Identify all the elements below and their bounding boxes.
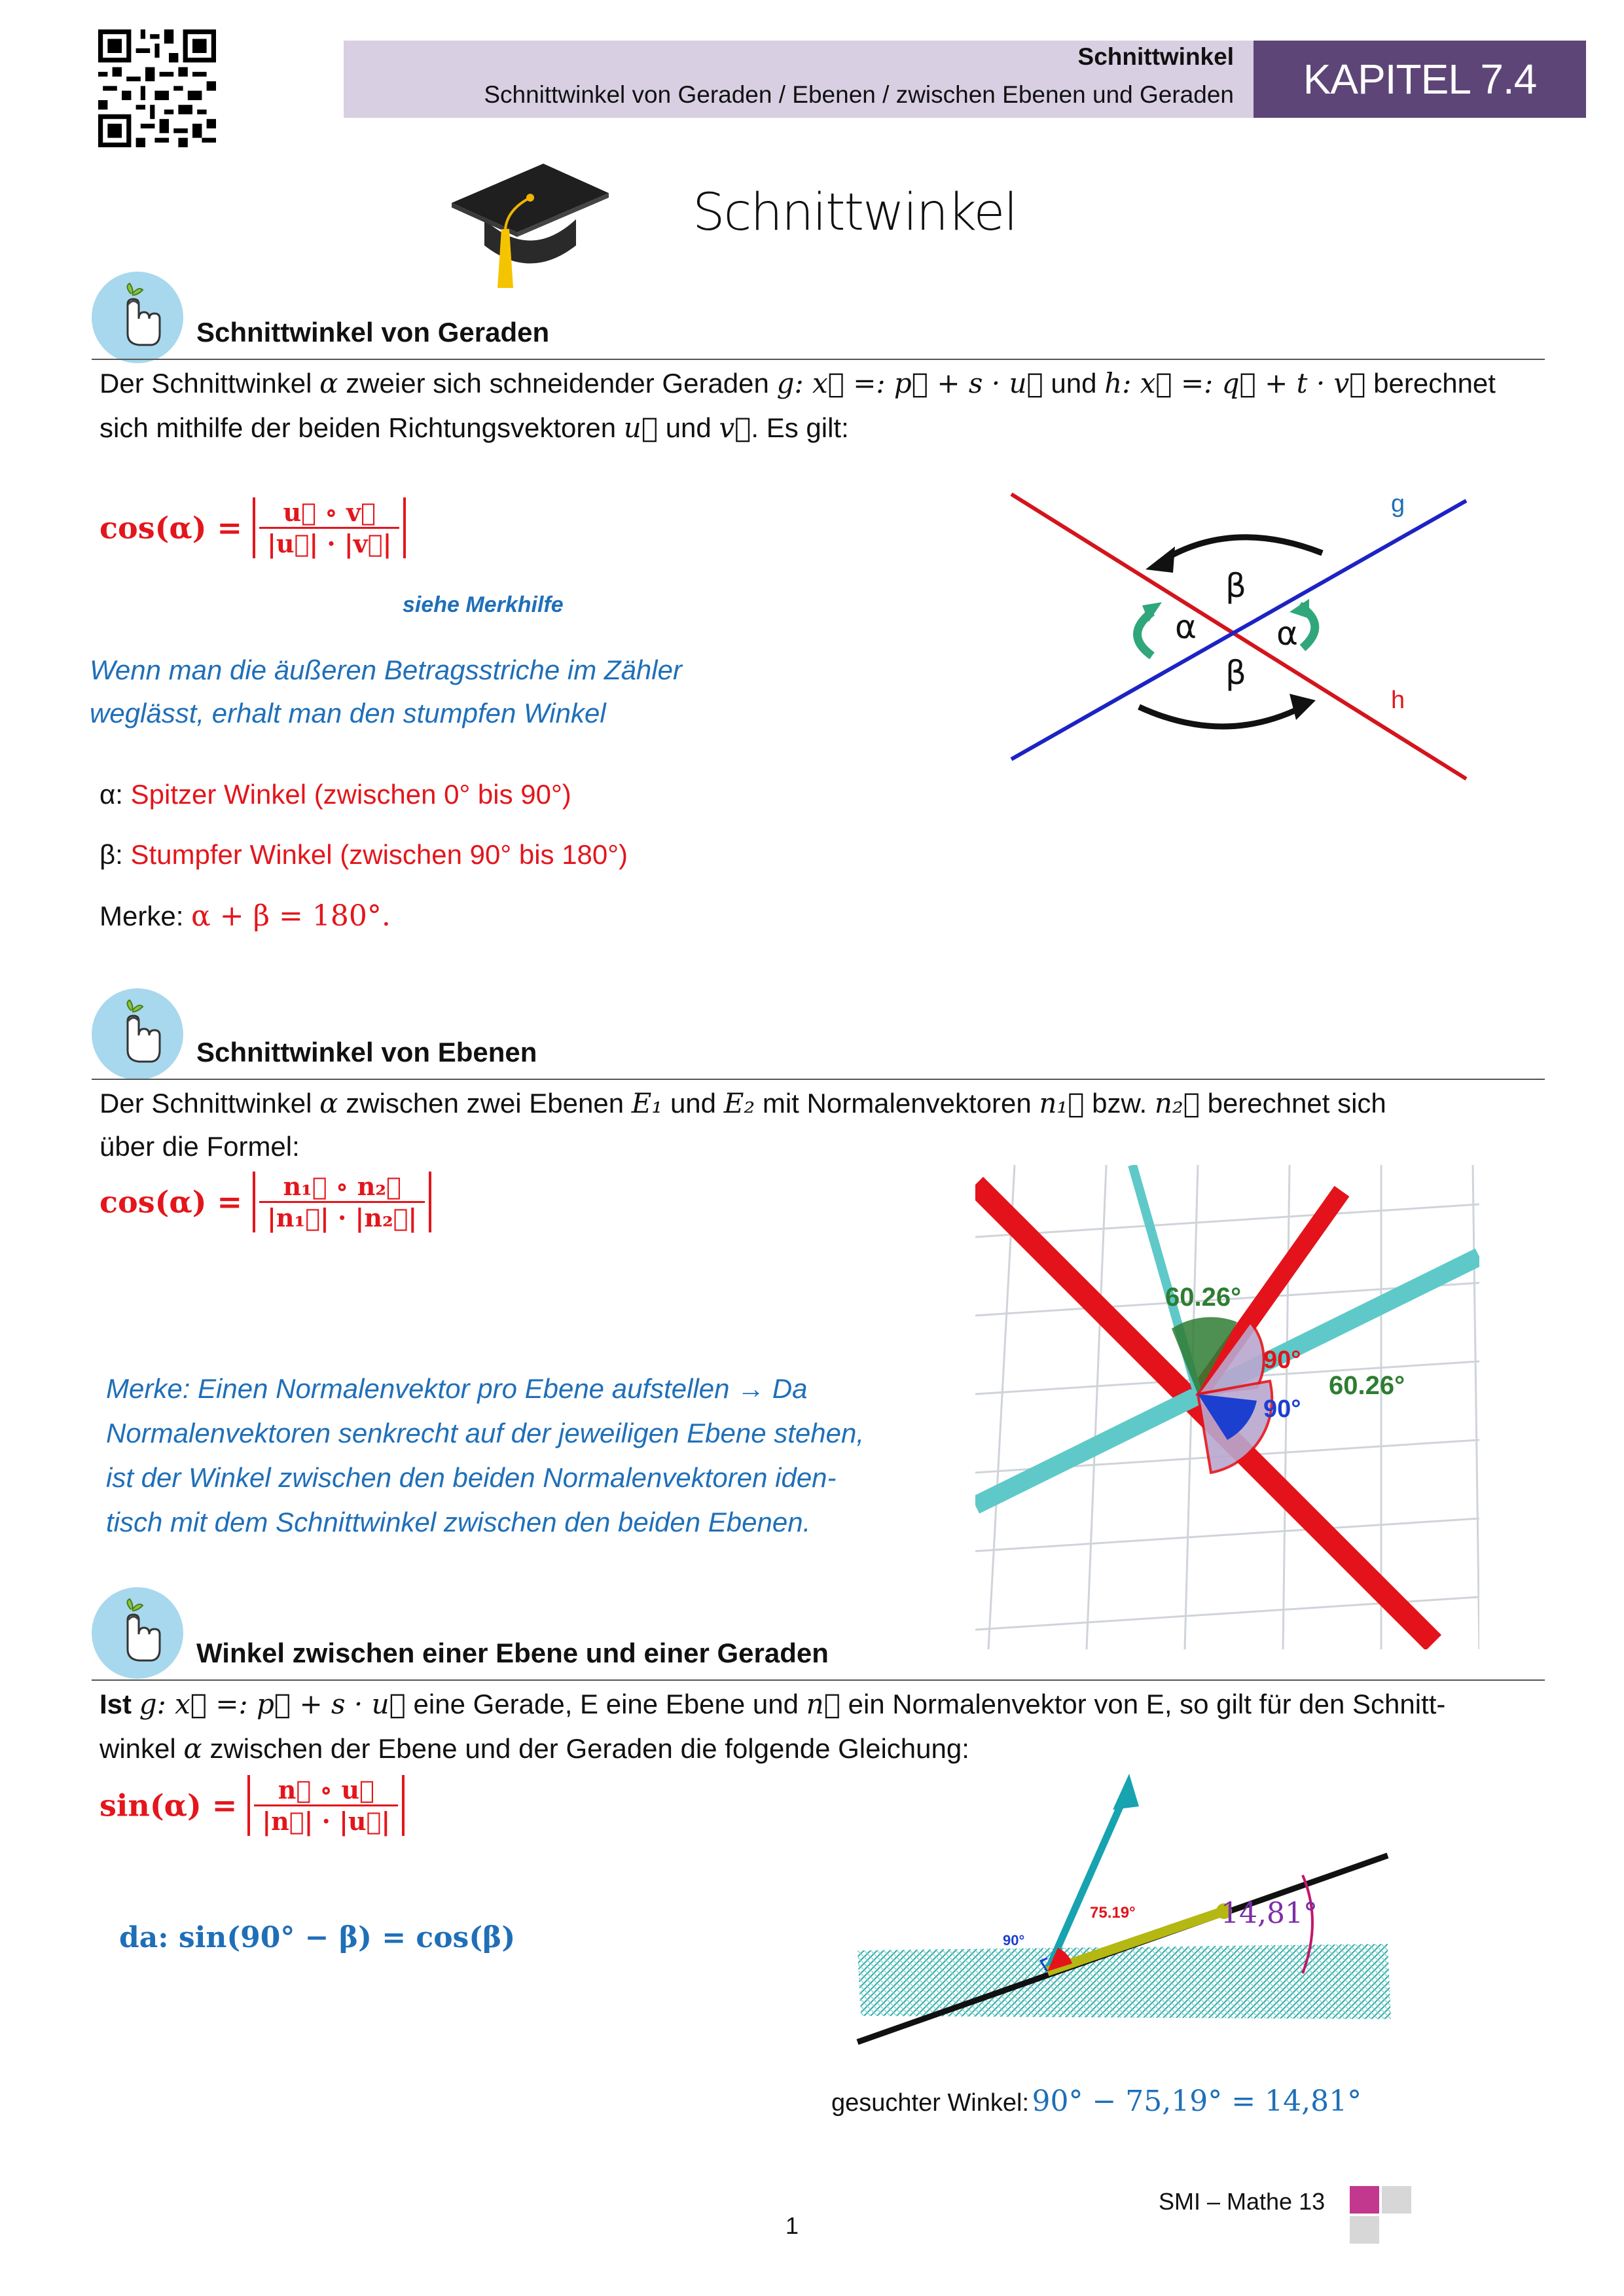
alpha-definition [99, 772, 571, 817]
section3-intro-line1 [99, 1682, 1445, 1727]
line-g-equation: g: x⃗ =: p⃗ + s · u⃗ [776, 367, 1043, 399]
section2-intro-line2: über die Formel: [99, 1131, 300, 1162]
alpha-text: Spitzer Winkel (zwischen 0° bis 90°) [130, 779, 571, 810]
alpha-symbol: α [183, 1732, 202, 1765]
chapter-badge: KAPITEL 7.4 [1254, 41, 1586, 118]
gesucht-formula [1032, 2085, 1362, 2118]
label-g: g [1391, 490, 1405, 518]
plane-e2: E₂ [723, 1087, 755, 1119]
vector-n1: n₁⃗ [1039, 1087, 1085, 1119]
angle-90: 90° [1003, 1932, 1025, 1948]
angle-75: 75.19° [1090, 1904, 1136, 1922]
section1-intro-line1 [99, 361, 1496, 406]
formula-lhs: cos(α) = [99, 1184, 243, 1220]
text-ist: Ist [99, 1689, 132, 1719]
beta-text: Stumpfer Winkel (zwischen 90° bis 180°) [130, 839, 628, 870]
absolute-bars [253, 497, 406, 558]
angle-red: 90° [1263, 1346, 1301, 1374]
beta-definition [99, 833, 628, 877]
line-g-equation: g: x⃗ =: p⃗ + s · u⃗ [139, 1688, 406, 1720]
merkhilfe-note: siehe Merkhilfe [403, 592, 564, 617]
merke-note-line2: Normalenvektoren senkrecht auf der jeweiligen Ebene stehen, [106, 1418, 865, 1448]
gesuchter-winkel [831, 2085, 1362, 2118]
text: zweier sich schneidender Geraden [346, 368, 769, 399]
absolute-bars [253, 1172, 431, 1232]
fraction [259, 497, 399, 558]
header-subtitle: Schnittwinkel von Geraden / Ebenen / zwischen Ebenen und Geraden [484, 81, 1234, 108]
text: . Es gilt: [751, 412, 849, 443]
text: Der Schnittwinkel [99, 368, 312, 399]
label-beta-top: β [1225, 567, 1246, 605]
plane-line-diagram [851, 1754, 1394, 2049]
section1-intro-line2 [99, 406, 849, 450]
crossing-lines-diagram [1001, 484, 1473, 785]
formula-denominator: |n₁⃗| · |n₂⃗| [259, 1201, 425, 1232]
arrow-bottom [1139, 707, 1303, 726]
divider [92, 359, 1545, 360]
page-number: 1 [785, 2212, 799, 2239]
divider [92, 1079, 1545, 1080]
alpha-symbol: α [319, 367, 338, 399]
text: bzw. [1092, 1088, 1147, 1119]
label-h: h [1391, 687, 1405, 714]
text: ein Normalenvektor von E, so gilt für den Schnitt- [848, 1689, 1446, 1719]
text: eine Gerade, E eine Ebene und [413, 1689, 799, 1719]
vector-n2: n₂⃗ [1154, 1087, 1200, 1119]
angle-green-right: 60.26° [1329, 1371, 1405, 1400]
text: sich mithilfe der beiden Richtungsvektoren [99, 412, 617, 443]
text: berechnet [1373, 368, 1496, 399]
text: Der Schnittwinkel [99, 1088, 312, 1119]
plane-e1: E₁ [631, 1087, 663, 1119]
qr-code [98, 29, 216, 147]
text: und [1051, 368, 1097, 399]
merke-sum [99, 894, 391, 939]
arrow-top [1159, 537, 1322, 563]
label-alpha-left: α [1175, 608, 1197, 646]
alpha-label: α: [99, 779, 123, 810]
da-identity: da: sin(90° − β) = cos(β) [119, 1921, 516, 1954]
fraction [254, 1775, 398, 1836]
reminder-finger-icon [92, 1587, 183, 1679]
section-heading-geraden: Schnittwinkel von Geraden [196, 317, 550, 348]
merke-note-line1: Merke: Einen Normalenvektor pro Ebene aufstellen → Da [106, 1373, 808, 1404]
merke-note-line4: tisch mit dem Schnittwinkel zwischen den beiden Ebenen. [106, 1507, 811, 1537]
footer-squares-logo [1350, 2186, 1414, 2245]
merke-formula: α + β = 180°. [191, 899, 391, 933]
formula-numerator: u⃗ ∘ v⃗ [283, 497, 376, 527]
label-alpha-right: α [1276, 615, 1298, 653]
section2-intro-line1 [99, 1081, 1386, 1126]
angle-1481: 14,81° [1221, 1897, 1318, 1930]
section-heading-ebenen: Schnittwinkel von Ebenen [196, 1037, 537, 1067]
merke-label: Merke: [99, 901, 184, 931]
text: zwischen zwei Ebenen [346, 1088, 624, 1119]
angle-blue: 90° [1263, 1395, 1301, 1423]
fraction [259, 1172, 425, 1232]
stumpfer-note-line1: Wenn man die äußeren Betragsstriche im Zähler [90, 655, 682, 685]
alpha-symbol: α [319, 1087, 338, 1119]
formula-lhs: cos(α) = [99, 510, 243, 546]
text: zwischen der Ebene und der Geraden die folgende Gleichung: [209, 1733, 969, 1764]
text: winkel [99, 1733, 176, 1764]
planes-diagram [975, 1165, 1479, 1649]
reminder-finger-icon [92, 272, 183, 363]
formula-sin-ebene-gerade [99, 1775, 405, 1836]
absolute-bars [247, 1775, 405, 1836]
stumpfer-note-line2: weglässt, erhalt man den stumpfen Winkel [90, 698, 606, 728]
text: mit Normalenvektoren [762, 1088, 1032, 1119]
text: berechnet sich [1207, 1088, 1386, 1119]
text: und [670, 1088, 717, 1119]
line-h-equation: h: x⃗ =: q⃗ + t · v⃗ [1104, 367, 1366, 399]
formula-denominator: |u⃗| · |v⃗| [259, 527, 399, 558]
graduation-cap-icon [445, 157, 615, 295]
gesucht-formula-text: 90° − 75,19° = 14,81° [1032, 2085, 1362, 2118]
section-heading-ebene-gerade: Winkel zwischen einer Ebene und einer Geraden [196, 1638, 829, 1668]
formula-cos-geraden [99, 497, 406, 558]
formula-numerator: n⃗ ∘ u⃗ [278, 1775, 374, 1804]
divider [92, 1679, 1545, 1681]
section3-intro-line2 [99, 1727, 969, 1771]
angle-green-top: 60.26° [1165, 1283, 1242, 1312]
vector-n: n⃗ [806, 1688, 840, 1720]
footer-course: SMI – Mathe 13 [1159, 2188, 1326, 2215]
gesucht-label: gesuchter Winkel: [831, 2089, 1030, 2117]
vector-v: v⃗ [719, 412, 751, 444]
formula-lhs: sin(α) = [99, 1787, 238, 1823]
formula-cos-ebenen [99, 1172, 431, 1232]
header-title: Schnittwinkel [1077, 43, 1234, 70]
beta-label: β: [99, 839, 123, 870]
reminder-finger-icon [92, 988, 183, 1080]
merke-note-line3: ist der Winkel zwischen den beiden Normalenvektoren iden- [106, 1462, 837, 1493]
formula-numerator: n₁⃗ ∘ n₂⃗ [283, 1172, 401, 1201]
label-beta-bottom: β [1225, 654, 1246, 692]
page-title: Schnittwinkel [693, 183, 1017, 242]
text: und [665, 412, 712, 443]
formula-denominator: |n⃗| · |u⃗| [254, 1804, 398, 1836]
vector-u: u⃗ [623, 412, 659, 444]
